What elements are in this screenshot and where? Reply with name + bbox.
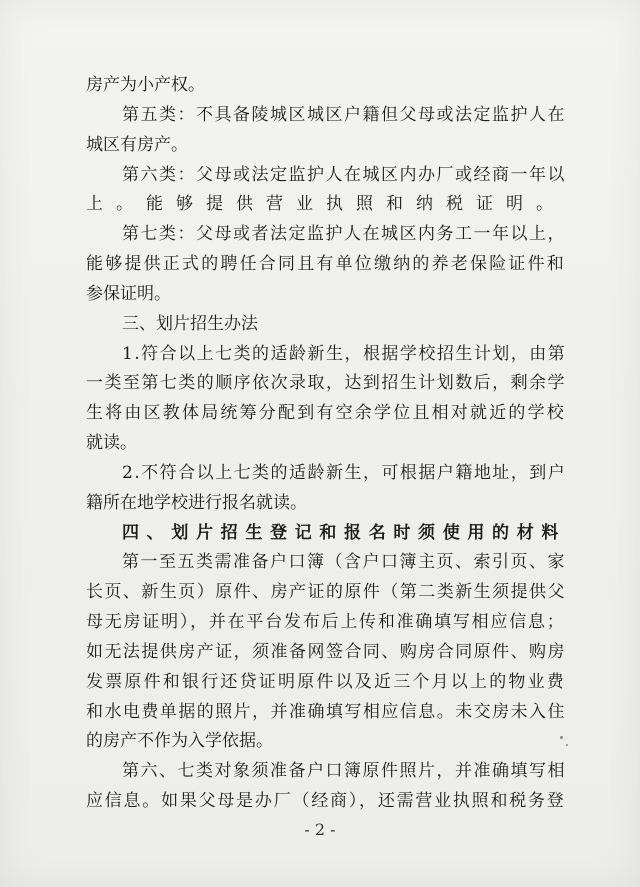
text-line: 能够提供正式的聘任合同且有单位缴纳的养老保险证件和 — [86, 254, 566, 274]
scan-speck — [560, 736, 563, 739]
text-line: 1.符合以上七类的适龄新生，根据学校招生计划，由第 — [122, 343, 567, 364]
text-line: 第七类：父母或者法定监护人在城区内务工一年以上， — [122, 224, 566, 245]
text-line: 参保证明。 — [86, 283, 171, 304]
text-line: 第六、七类对象须准备户口簿原件照片，并准确填写相 — [122, 761, 566, 782]
text-line: 就读。 — [86, 433, 137, 453]
text-line: 第一至五类需准备户口簿（含户口簿主页、索引页、家 — [122, 552, 566, 573]
text-line: 籍所在地学校进行报名就读。 — [86, 492, 307, 513]
text-line: 母无房证明），并在平台发布后上传和准确填写相应信息； — [86, 612, 566, 632]
text-line: 如无法提供房产证，须准备网签合同、购房合同原件、购房 — [86, 641, 566, 662]
text-line: 房产为小产权。 — [86, 75, 205, 95]
text-line: 上。能够提供营业执照和纳税证明。 — [86, 194, 566, 215]
text-line: 和水电费单据的照片，并准确填写相应信息。未交房未入住 — [86, 701, 566, 722]
page-number: - 2 - — [304, 820, 336, 839]
text-line: 生将由区教体局统筹分配到有空余学位且相对就近的学校 — [86, 403, 566, 424]
text-line: 一类至第七类的顺序依次录取，达到招生计划数后，剩余学 — [86, 373, 566, 394]
scan-speck — [566, 744, 568, 746]
text-line: 城区有房产。 — [86, 134, 188, 155]
text-line: 2.不符合以上七类的适龄新生，可根据户籍地址，到户 — [122, 462, 567, 483]
text-line: 三、划片招生办法 — [122, 313, 258, 334]
text-line: 发票原件和银行还贷证明原件以及近三个月以上的物业费 — [86, 671, 566, 692]
text-line: 长页、新生页）原件、房产证的原件（第二类新生须提供父 — [86, 582, 566, 603]
text-line: 第五类：不具备陵城区城区户籍但父母或法定监护人在 — [122, 104, 566, 125]
section-heading: 四、划片招生登记和报名时须使用的材料 — [122, 522, 567, 543]
text-line: 的房产不作为入学依据。 — [86, 731, 273, 752]
text-line: 应信息。如果父母是办厂（经商），还需营业执照和税务登 — [86, 791, 566, 811]
text-line: 第六类：父母或法定监护人在城区内办厂或经商一年以 — [122, 164, 566, 185]
